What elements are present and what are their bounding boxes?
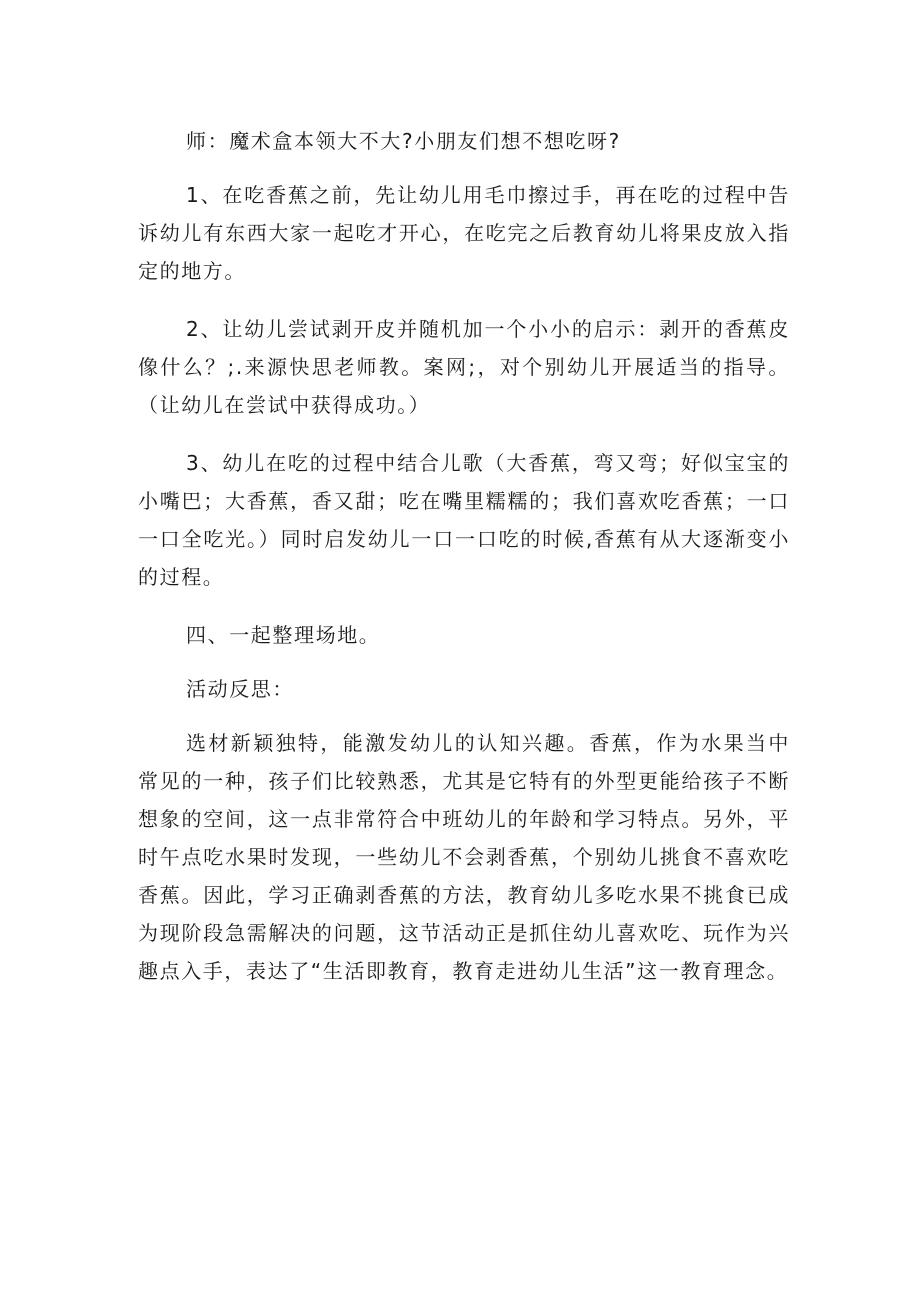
document-body	[138, 122, 790, 1010]
paragraph-step-3: 3、幼儿在吃的过程中结合儿歌（大香蕉，弯又弯；好似宝宝的小嘴巴；大香蕉，香又甜；吃在嘴里糯糯的；我们喜欢吃香蕉；一口一口全吃光。）同时启发幼儿一口一口吃的时候,香蕉有从大逐渐变小的过程。	[138, 451, 790, 589]
paragraph-step-1: 1、在吃香蕉之前，先让幼儿用毛巾擦过手，再在吃的过程中告诉幼儿有东西大家一起吃才开心，在吃完之后教育幼儿将果皮放入指定的地方。	[138, 183, 790, 283]
section-heading-cleanup: 四、一起整理场地。	[186, 623, 381, 647]
paragraph-reflection: 选材新颖独特，能激发幼儿的认知兴趣。香蕉，作为水果当中常见的一种，孩子们比较熟悉，尤其是它特有的外型更能给孩子不断想象的空间，这一点非常符合中班幼儿的年龄和学习特点。另外，平时午点吃水果时发现，一些幼儿不会剥香蕉，个别幼儿挑食不喜欢吃香蕉。因此，学习正确剥香蕉的方法，教育幼儿多吃水果不挑食已成为现阶段急需解决的问题，这节活动正是抓住幼儿喜欢吃、玩作为兴趣点入手，表达了“生活即教育，教育走进幼儿生活”这一教育理念。	[138, 731, 790, 983]
paragraph-step-2: 2、让幼儿尝试剥开皮并随机加一个小小的启示：剥开的香蕉皮像什么？;.来源快思老师教。案网;，对个别幼儿开展适当的指导。（让幼儿在尝试中获得成功。）	[138, 317, 790, 417]
section-heading-reflection: 活动反思：	[186, 677, 294, 701]
paragraph-teacher-question: 师：魔术盒本领大不大?小朋友们想不想吃呀?	[186, 129, 621, 153]
